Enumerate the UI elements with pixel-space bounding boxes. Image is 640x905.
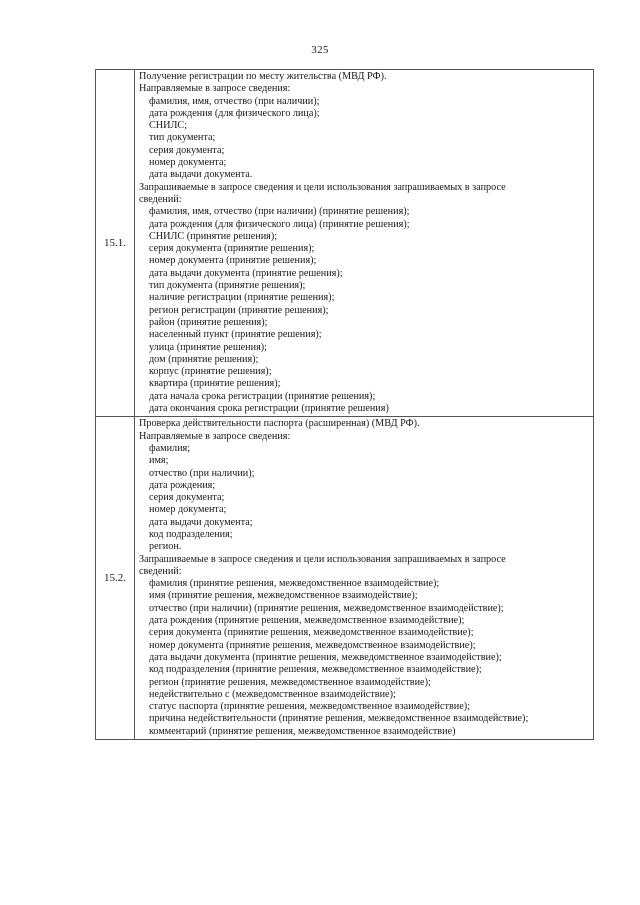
row-content [135, 417, 594, 740]
text-line: дата начала срока регистрации (принятие решения); [149, 390, 376, 402]
text-line: СНИЛС (принятие решения); [149, 230, 278, 242]
text-line: причина недействительности (принятие решения, межведомственное взаимодействие); [149, 713, 529, 725]
text-line: дата рождения; [149, 479, 216, 491]
text-line: номер документа (принятие решения, межведомственное взаимодействие); [149, 639, 476, 651]
line-list [139, 71, 590, 415]
row-content [135, 70, 594, 417]
text-line: регион (принятие решения, межведомственное взаимодействие); [149, 676, 431, 688]
text-line: отчество (при наличии); [149, 467, 255, 479]
row-number: 15.1. [96, 70, 135, 417]
text-line: дата выдачи документа. [149, 169, 253, 181]
text-line: недействительно с (межведомственное взаимодействие); [149, 688, 396, 700]
table-row [96, 417, 594, 740]
text-line: номер документа; [149, 504, 227, 516]
text-line: дом (принятие решения); [149, 353, 259, 365]
text-line: отчество (при наличии) (принятие решения, межведомственное взаимодействие); [149, 602, 504, 614]
text-line: Запрашиваемые в запросе сведения и цели использования запрашиваемых в запросе [139, 181, 506, 193]
text-line: серия документа (принятие решения); [149, 243, 315, 255]
text-line: код подразделения (принятие решения, межведомственное взаимодействие); [149, 664, 482, 676]
document-table [95, 69, 594, 740]
text-line: Направляемые в запросе сведения: [139, 430, 291, 442]
text-line: фамилия; [149, 442, 191, 454]
text-line: серия документа; [149, 492, 225, 504]
text-line: фамилия (принятие решения, межведомственное взаимодействие); [149, 578, 440, 590]
text-line: дата выдачи документа; [149, 516, 253, 528]
text-line: номер документа (принятие решения); [149, 255, 317, 267]
text-line: населенный пункт (принятие решения); [149, 329, 322, 341]
text-line: район (принятие решения); [149, 316, 268, 328]
page-number: 325 [311, 44, 329, 56]
text-line: тип документа (принятие решения); [149, 280, 306, 292]
text-line: дата выдачи документа (принятие решения); [149, 267, 343, 279]
text-line: дата выдачи документа (принятие решения, межведомственное взаимодействие); [149, 651, 502, 663]
text-line: дата окончания срока регистрации (принятие решения) [149, 403, 389, 415]
text-line: регион регистрации (принятие решения); [149, 304, 329, 316]
text-line: номер документа; [149, 157, 227, 169]
text-line: дата рождения (для физического лица); [149, 107, 320, 119]
text-line: наличие регистрации (принятие решения); [149, 292, 335, 304]
text-line: тип документа; [149, 132, 216, 144]
text-line: Запрашиваемые в запросе сведения и цели использования запрашиваемых в запросе [139, 553, 506, 565]
table-row [96, 70, 594, 417]
text-line: дата рождения (для физического лица) (принятие решения); [149, 218, 410, 230]
text-line: код подразделения; [149, 528, 233, 540]
text-line: сведений: [139, 193, 182, 205]
text-line: корпус (принятие решения); [149, 366, 272, 378]
text-line: сведений: [139, 565, 182, 577]
text-line: серия документа; [149, 144, 225, 156]
text-line: СНИЛС; [149, 120, 188, 132]
line-list [139, 418, 590, 738]
text-line: имя (принятие решения, межведомственное взаимодействие); [149, 590, 418, 602]
text-line: имя; [149, 455, 169, 467]
text-line: регион. [149, 541, 182, 553]
text-line: фамилия, имя, отчество (при наличии); [149, 95, 320, 107]
text-line: Проверка действительности паспорта (расширенная) (МВД РФ). [139, 418, 420, 430]
text-line: улица (принятие решения); [149, 341, 267, 353]
text-line: комментарий (принятие решения, межведомственное взаимодействие) [149, 725, 456, 737]
text-line: фамилия, имя, отчество (при наличии) (принятие решения); [149, 206, 410, 218]
text-line: статус паспорта (принятие решения, межведомственное взаимодействие); [149, 701, 470, 713]
text-line: серия документа (принятие решения, межведомственное взаимодействие); [149, 627, 474, 639]
text-line: Направляемые в запросе сведения: [139, 83, 291, 95]
text-line: дата рождения (принятие решения, межведомственное взаимодействие); [149, 615, 465, 627]
text-line: Получение регистрации по месту жительства (МВД РФ). [139, 71, 387, 82]
text-line: квартира (принятие решения); [149, 378, 281, 390]
row-number: 15.2. [96, 417, 135, 740]
